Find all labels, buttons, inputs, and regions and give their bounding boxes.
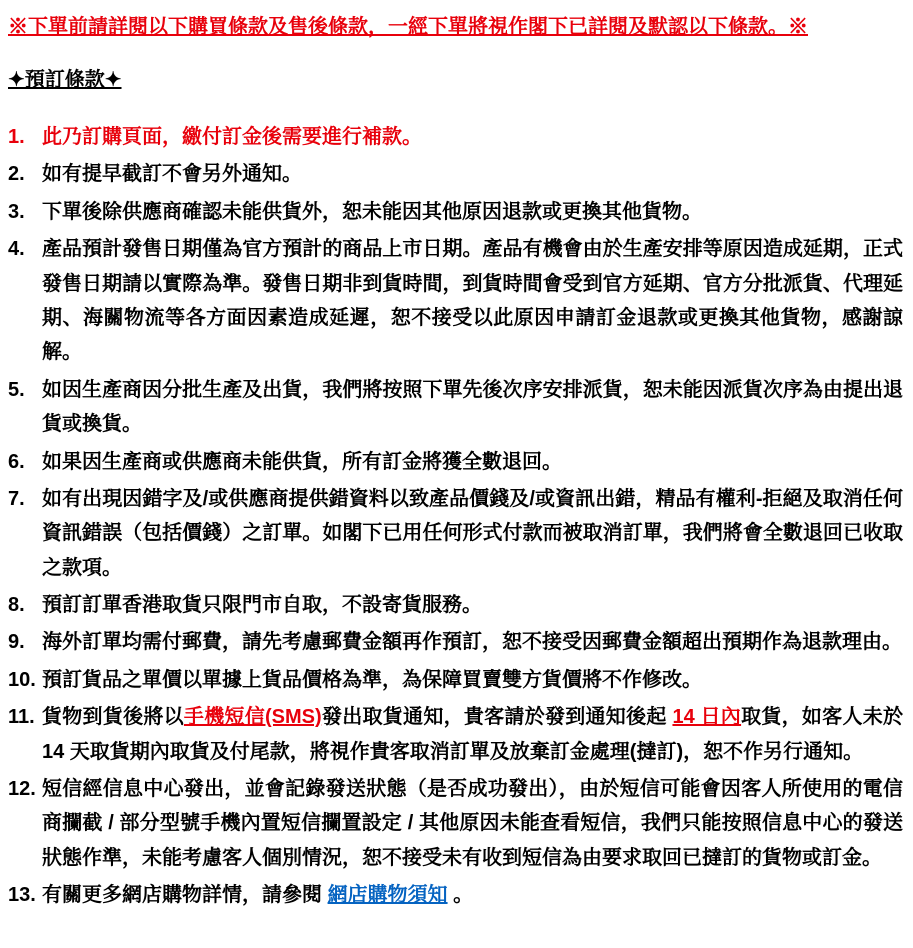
term-text-segment: 。 (447, 884, 474, 907)
term-text (42, 625, 903, 659)
term-text (42, 700, 903, 769)
term-item-6 (8, 445, 903, 479)
term-number: 4. (8, 238, 25, 261)
term-number: 8. (8, 594, 25, 617)
term-text-segment: 取貨，如客人未於 14 天取貨期內取貨及付尾款，將視作貴客取消訂單及放棄訂金處理(撻訂)，恕不作另行通知。 (42, 706, 903, 763)
term-text-segment: 此乃訂購頁面，繳付訂金後需要進行補款。 (42, 126, 422, 148)
term-text (42, 195, 903, 229)
shop-guide-link[interactable]: 網店購物須知 (327, 884, 448, 907)
term-item-2 (8, 157, 903, 191)
term-text-segment: 如果因生產商或供應商未能供貨，所有訂金將獲全數退回。 (42, 450, 562, 473)
term-number: 5. (8, 378, 25, 401)
term-item-4 (8, 232, 903, 370)
term-text-segment: 如因生產商因分批生產及出貨，我們將按照下單先後次序安排派貨，恕未能因派貨次序為由提出退貨或換貨。 (42, 378, 903, 436)
term-text (42, 373, 903, 442)
term-text (42, 588, 903, 622)
terms-notice-title: ※下單前請詳閱以下購買條款及售後條款，一經下單將視作閣下已詳閱及默認以下條款。※ (8, 16, 808, 38)
term-number: 7. (8, 487, 25, 510)
term-text-segment: 有關更多網店購物詳情，請參閱 (42, 884, 328, 907)
terms-list (8, 120, 903, 913)
term-text-segment: 如有提早截訂不會另外通知。 (42, 163, 302, 186)
term-number: 1. (8, 126, 25, 148)
term-item-7 (8, 482, 903, 585)
term-number: 12. (8, 778, 36, 801)
term-number: 11. (8, 706, 35, 729)
term-text (42, 445, 903, 479)
term-text-segment: 貨物到貨後將以 (42, 706, 184, 729)
term-number: 2. (8, 163, 25, 186)
term-number: 6. (8, 450, 25, 473)
term-item-3 (8, 195, 903, 229)
term-item-12 (8, 772, 903, 875)
term-item-10 (8, 663, 903, 697)
term-item-9 (8, 625, 903, 659)
term-number: 10. (8, 668, 36, 691)
term-text-segment: 產品預計發售日期僅為官方預計的商品上市日期。產品有機會由於生產安排等原因造成延期，正式發售日期請以實際為準。發售日期非到貨時間，到貨時間會受到官方延期、官方分批派貨、代理延期、海關物流等各方面因素造成延遲，恕不接受以此原因申請訂金退款或更換其他貨物，感謝諒解。 (42, 238, 903, 364)
term-number: 13. (8, 884, 36, 907)
term-item-1 (8, 120, 903, 154)
term-text-segment: 下單後除供應商確認未能供貨外，恕未能因其他原因退款或更換其他貨物。 (42, 200, 702, 223)
term-number: 3. (8, 200, 25, 223)
term-text-segment: 海外訂單均需付郵費，請先考慮郵費金額再作預訂，恕不接受因郵費金額超出預期作為退款理由。 (42, 631, 902, 654)
term-text (42, 663, 903, 697)
term-text-segment: 如有出現因錯字及/或供應商提供錯資料以致產品價錢及/或資訊出錯，精品有權利-拒絕及取消任何資訊錯誤（包括價錢）之訂單。如閣下已用任何形式付款而被取消訂單，我們將會全數退回已收取之款項。 (42, 487, 903, 579)
term-text (42, 878, 903, 912)
term-text-segment: 發出取貨通知，貴客請於發到通知後起 (321, 706, 673, 729)
term-item-5 (8, 373, 903, 442)
term-text (42, 120, 903, 154)
term-text-segment: 預訂訂單香港取貨只限門市自取，不設寄貨服務。 (42, 594, 482, 617)
term-item-11 (8, 700, 903, 769)
term-text-segment: 預訂貨品之單價以單據上貨品價格為準，為保障買賣雙方貨價將不作修改。 (42, 668, 702, 691)
term-text (42, 772, 903, 875)
term-text-segment: 短信經信息中心發出，並會記錄發送狀態（是否成功發出），由於短信可能會因客人所使用的電信商攔截 / 部分型號手機內置短信攔置設定 / 其他原因未能查看短信，我們只能按照信息中心的發送狀態作準，未能考慮客人個別情況，恕不接受未有收到短信為由要求取回已撻訂的貨物或訂金。 (42, 778, 903, 869)
term-text-segment: 14 日內 (672, 706, 742, 729)
term-number: 9. (8, 631, 25, 654)
term-text (42, 482, 903, 585)
term-text (42, 232, 903, 370)
term-text (42, 157, 903, 191)
term-item-13 (8, 878, 903, 912)
term-item-8 (8, 588, 903, 622)
term-text-segment: 手機短信(SMS) (183, 706, 322, 729)
preorder-terms-heading: ✦預訂條款✦ (8, 69, 122, 91)
